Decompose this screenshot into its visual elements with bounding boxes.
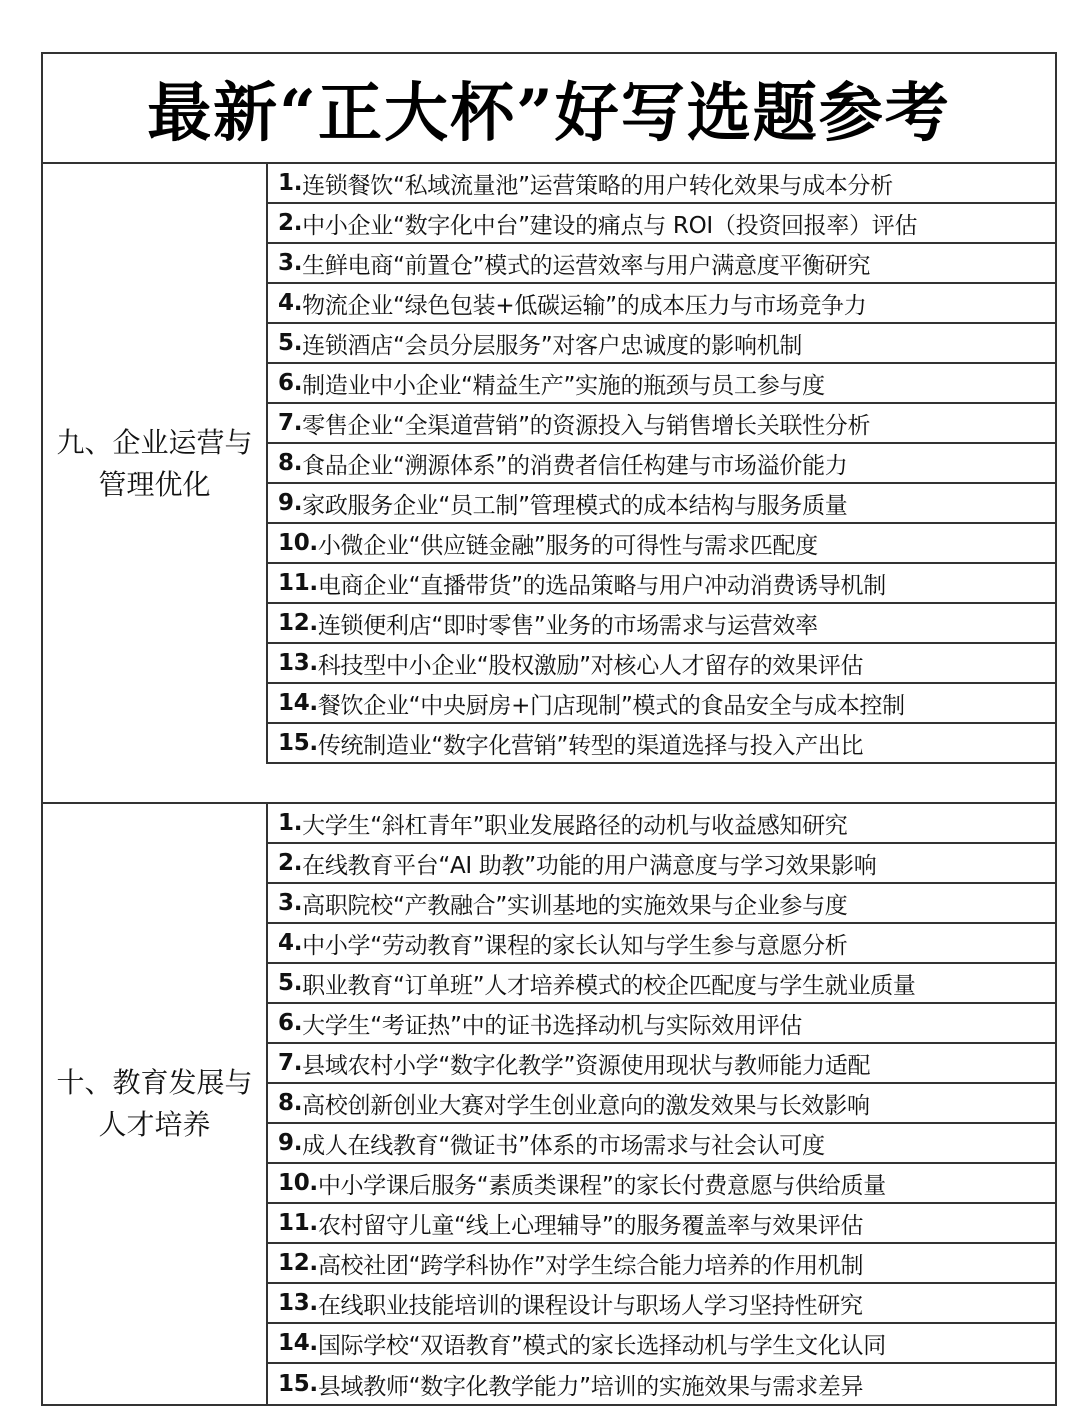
topic-number: 6. [278, 1010, 303, 1036]
topic-text: 食品企业“溯源体系”的消费者信任构建与市场溢价能力 [302, 452, 848, 479]
topic-text: 连锁便利店“即时零售”业务的市场需求与运营效率 [317, 612, 818, 639]
topic-row [268, 1284, 1055, 1324]
topic-text: 职业教育“订单班”人才培养模式的校企匹配度与学生就业质量 [302, 972, 916, 999]
topic-row [268, 404, 1055, 444]
topic-text: 高校社团“跨学科协作”对学生综合能力培养的作用机制 [317, 1252, 864, 1279]
topic-number: 13. [278, 650, 318, 676]
topic-row [268, 884, 1055, 924]
topic-row [268, 364, 1055, 404]
topic-row [268, 164, 1055, 204]
topic-row [268, 1164, 1055, 1204]
topic-row [268, 524, 1055, 564]
category-label: 十、教育发展与 人才培养 [43, 804, 268, 1404]
topic-row [268, 284, 1055, 324]
topic-row [268, 1244, 1055, 1284]
topic-number: 6. [278, 370, 303, 396]
topic-number: 5. [278, 970, 303, 996]
topic-number: 9. [278, 1130, 303, 1156]
topic-row [268, 324, 1055, 364]
topic-text: 餐饮企业“中央厨房+门店现制”模式的食品安全与成本控制 [317, 692, 905, 719]
topic-number: 7. [278, 410, 303, 436]
topic-number: 8. [278, 450, 303, 476]
topic-row [268, 964, 1055, 1004]
topic-list [268, 804, 1055, 1404]
topic-number: 3. [278, 250, 303, 276]
category-label: 九、企业运营与 管理优化 [43, 164, 268, 764]
topic-row [268, 1084, 1055, 1124]
topic-number: 12. [278, 610, 318, 636]
topic-text: 县域农村小学“数字化教学”资源使用现状与教师能力适配 [302, 1052, 871, 1079]
topic-row [268, 724, 1055, 764]
topic-number: 1. [278, 170, 303, 196]
topic-text: 成人在线教育“微证书”体系的市场需求与社会认可度 [302, 1132, 825, 1159]
topic-number: 4. [278, 290, 303, 316]
topic-row [268, 604, 1055, 644]
topic-row [268, 244, 1055, 284]
topic-row [268, 484, 1055, 524]
topic-number: 11. [278, 570, 318, 596]
topic-number: 10. [278, 1170, 318, 1196]
sections-container [43, 164, 1055, 1404]
topic-text: 生鲜电商“前置仓”模式的运营效率与用户满意度平衡研究 [302, 252, 871, 279]
topic-text: 在线教育平台“AI 助教”功能的用户满意度与学习效果影响 [302, 852, 877, 879]
section-1 [43, 164, 1055, 764]
topic-text: 连锁餐饮“私域流量池”运营策略的用户转化效果与成本分析 [302, 172, 893, 199]
topic-number: 3. [278, 890, 303, 916]
topic-row [268, 1044, 1055, 1084]
topic-text: 在线职业技能培训的课程设计与职场人学习坚持性研究 [317, 1292, 863, 1319]
topic-text: 小微企业“供应链金融”服务的可得性与需求匹配度 [317, 532, 818, 559]
topic-text: 中小学课后服务“素质类课程”的家长付费意愿与供给质量 [317, 1172, 886, 1199]
topic-text: 传统制造业“数字化营销”转型的渠道选择与投入产出比 [317, 732, 864, 759]
topic-text: 农村留守儿童“线上心理辅导”的服务覆盖率与效果评估 [317, 1212, 864, 1239]
topic-number: 14. [278, 690, 318, 716]
topic-number: 2. [278, 210, 303, 236]
topic-text: 大学生“斜杠青年”职业发展路径的动机与收益感知研究 [302, 812, 848, 839]
topic-row [268, 204, 1055, 244]
topic-number: 8. [278, 1090, 303, 1116]
section-spacer [43, 764, 1055, 804]
topic-number: 7. [278, 1050, 303, 1076]
topic-text: 大学生“考证热”中的证书选择动机与实际效用评估 [302, 1012, 803, 1039]
topic-row [268, 1324, 1055, 1364]
page-title: 最新“正大杯”好写选题参考 [43, 54, 1055, 164]
topic-row [268, 564, 1055, 604]
topic-row [268, 844, 1055, 884]
topic-row [268, 1124, 1055, 1164]
topic-text: 县域教师“数字化教学能力”培训的实施效果与需求差异 [317, 1373, 864, 1400]
topic-text: 科技型中小企业“股权激励”对核心人才留存的效果评估 [317, 652, 864, 679]
topic-number: 15. [278, 1371, 318, 1397]
topic-number: 9. [278, 490, 303, 516]
topic-number: 1. [278, 810, 303, 836]
topic-row [268, 1204, 1055, 1244]
topic-row [268, 1004, 1055, 1044]
topic-text: 家政服务企业“员工制”管理模式的成本结构与服务质量 [302, 492, 848, 519]
topic-number: 2. [278, 850, 303, 876]
topic-row [268, 804, 1055, 844]
topic-text: 国际学校“双语教育”模式的家长选择动机与学生文化认同 [317, 1332, 886, 1359]
topic-text: 电商企业“直播带货”的选品策略与用户冲动消费诱导机制 [317, 572, 886, 599]
topic-number: 15. [278, 730, 318, 756]
topic-row [268, 1364, 1055, 1404]
topic-number: 14. [278, 1330, 318, 1356]
topic-number: 11. [278, 1210, 318, 1236]
topic-text: 高校创新创业大赛对学生创业意向的激发效果与长效影响 [302, 1092, 870, 1119]
topic-text: 高职院校“产教融合”实训基地的实施效果与企业参与度 [302, 892, 848, 919]
topic-number: 13. [278, 1290, 318, 1316]
topic-row [268, 684, 1055, 724]
topic-row [268, 444, 1055, 484]
section-2 [43, 804, 1055, 1404]
topic-number: 10. [278, 530, 318, 556]
topic-number: 5. [278, 330, 303, 356]
topic-text: 连锁酒店“会员分层服务”对客户忠诚度的影响机制 [302, 332, 803, 359]
topic-text: 制造业中小企业“精益生产”实施的瓶颈与员工参与度 [302, 372, 825, 399]
topic-text: 中小企业“数字化中台”建设的痛点与 ROI（投资回报率）评估 [302, 212, 918, 239]
topic-row [268, 924, 1055, 964]
topic-number: 12. [278, 1250, 318, 1276]
topic-table [41, 52, 1057, 1406]
topic-text: 物流企业“绿色包装+低碳运输”的成本压力与市场竞争力 [302, 292, 867, 319]
topic-text: 中小学“劳动教育”课程的家长认知与学生参与意愿分析 [302, 932, 848, 959]
topic-list [268, 164, 1055, 764]
topic-text: 零售企业“全渠道营销”的资源投入与销售增长关联性分析 [302, 412, 871, 439]
topic-number: 4. [278, 930, 303, 956]
topic-row [268, 644, 1055, 684]
